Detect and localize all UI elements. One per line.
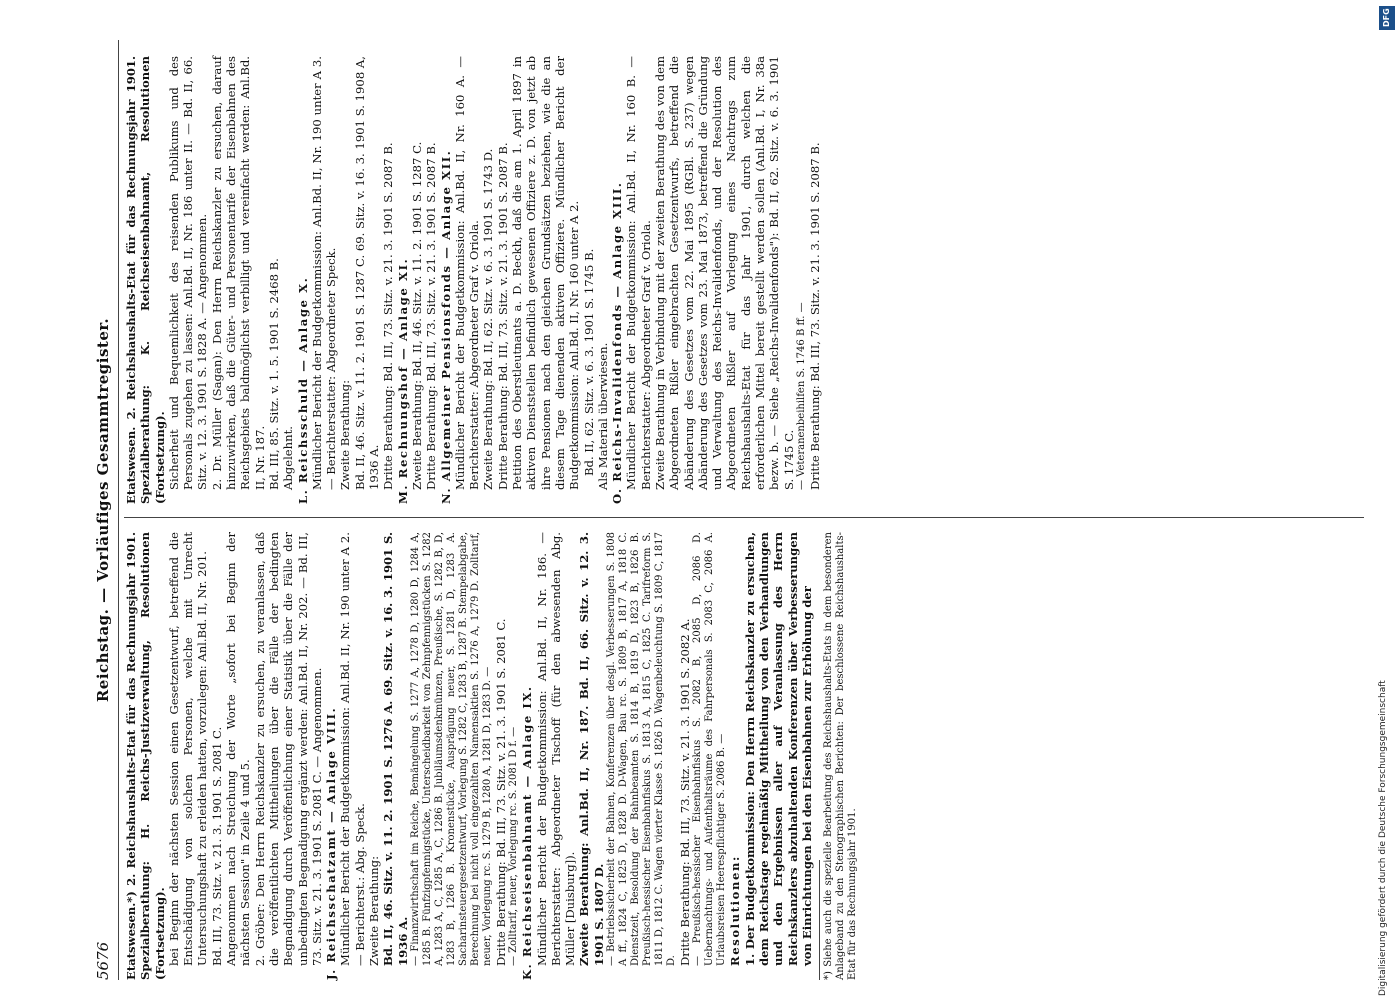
- register-entry: Petition des Oberstleutnants a. D. Beckh, daß die am 1. April 1897 in aktiven Dienststellen befindlich gewesenen Offiziere z. D. von jetzt ab ihre Pensionen nach den gleichen Grundsätzen beziehen, wie die an diesem Tage dienenden aktiven Offiziere. Mündlicher Bericht der Budgetkommission: Anl.Bd. II, Nr. 160 unter A 2.: [510, 56, 582, 490]
- digitization-credit: Digitalisierung gefördert durch die Deutsche Forschungsgemeinschaft: [1378, 680, 1388, 996]
- running-title: Reichstag. — Vorläufiges Gesammtregister.: [94, 317, 112, 703]
- register-entry: Zweite Berathung: Bd. II, 46. Sitz. v. 11. 2. 1901 S. 1287 C.: [409, 141, 424, 490]
- column-divider: [124, 517, 1364, 518]
- register-entry: Mündlicher Bericht der Budgetkommission: Anl.Bd. II, Nr. 186. — Berichterstatter: Abgeordneter Tischoff (für den abwesenden Abg. Müller [Duisburg]).: [534, 532, 578, 966]
- register-entry: Etatswesen. 2. Reichshaushalts-Etat für das Rechnungsjahr 1901. Spezialberathung: K. Reichseisenbahnamt, Resolutionen (Fortsetzung).: [124, 56, 167, 504]
- register-entry: Zweite Berathung:: [338, 380, 353, 490]
- register-entry: Abgelehnt.: [281, 426, 296, 490]
- document-page: [90, 40, 1370, 980]
- register-entry: Resolutionen:: [728, 855, 743, 966]
- register-entry: bei Beginn der nächsten Session einen Gesetzentwurf, betreffend die Entschädigung von solchen Personen, welche mit Unrecht Untersuchungshaft zu erleiden hatten, vorzulegen: Anl.Bd. II, Nr. 201.: [166, 532, 210, 966]
- register-entry: Zweite Berathung: Anl.Bd. II, Nr. 187. Bd. II, 66. Sitz. v. 12. 3. 1901 S. 1807 D.: [577, 532, 606, 966]
- register-entry: Dritte Berathung: Bd. III, 73. Sitz. v. 21. 3. 1901 S. 2087 B.: [495, 142, 510, 490]
- dfg-logo: DFG: [1379, 6, 1395, 30]
- header-rule: [118, 40, 119, 980]
- register-entry: Dritte Berathung: Bd. III, 73. Sitz. v. 21. 3. 1901 S. 2087 B.: [381, 142, 396, 490]
- register-entry: Dritte Berathung: Bd. III, 73. Sitz. v. 21. 3. 1901 S. 2081 C.: [493, 618, 508, 966]
- register-entry: Mündlicher Bericht der Budgetkommission: Anl.Bd. II, Nr. 160 A. — Berichterstatter: Abgeordneter Graf v. Oriola.: [452, 56, 482, 490]
- register-entry: N. Allgemeiner Pensionsfonds — Anlage XII.: [438, 149, 453, 504]
- register-entry: Mündlicher Bericht der Budgetkommission: Anl.Bd. II, Nr. 160 B. — Berichterstatter: Abgeordneter Graf v. Oriola.: [624, 56, 653, 490]
- register-entry: Zweite Berathung: Bd. II, 62. Sitz. v. 6. 3. 1901 S. 1743 D.: [481, 148, 496, 490]
- register-entry: — Zolltarif, neuer, Vorlegung rc. S. 2081 D f. —: [508, 726, 520, 966]
- register-entry: Dritte Berathung: Bd. III, 73. Sitz. v. 21. 3. 1901 S. 2087 B.: [424, 142, 439, 490]
- page-number: 5676: [94, 941, 112, 980]
- register-entry: — Veteranenbeihilfen S. 1746 B ff. —: [795, 302, 807, 490]
- register-entry: O. Reichs-Invalidenfonds — Anlage XIII.: [610, 181, 625, 504]
- register-entry: J. Reichsschatzamt — Anlage VIII.: [324, 706, 339, 980]
- register-entry: L. Reichsschuld — Anlage X.: [295, 276, 310, 504]
- register-entry: Bd. III, 85. Sitz. v. 1. 5. 1901 S. 2468 B.: [266, 258, 281, 490]
- register-entry: Bd. II, 46. Sitz. v. 11. 2. 1901 S. 1287 C. 69. Sitz. v. 16. 3. 1901 S. 1908 A, 1936 A.: [352, 56, 382, 490]
- register-entry: — Betriebssicherheit der Bahnen, Konferenzen über desgl. Verbesserungen S. 1808 A ff., 1824 C, 1825 D, 1828 D. D-Wagen, Bau rc. S. 1809 B, 1817 A, 1818 C. Dienstzeit, Besoldung der Bahnbeamten S. 1814 B, 1819 D, 1823 B, 1826 B. Preußisch-hessischer Eisenbahnfiskus S. 1813 A, 1815 C, 1825 C. Tarifreform S. 1811 D, 1812 C. Wagen vierter Klasse S. 1826 D. Wagenbeleuchtung S. 1809 C, 1817 D.: [606, 532, 678, 966]
- register-entry: Angenommen nach Streichung der Worte „sofort bei Beginn der nächsten Session" in Zeile 4 und 5.: [224, 532, 253, 966]
- right-column: [124, 56, 1370, 504]
- running-header: [90, 40, 116, 980]
- register-entry: K. Reichseisenbahnamt — Anlage IX.: [520, 685, 535, 980]
- register-entry: Bd. III, 73. Sitz. v. 21. 3. 1901 S. 2081 C.: [209, 726, 224, 966]
- register-entry: Mündlicher Bericht der Budgetkommission: Anl.Bd. II, Nr. 190 unter A 3. — Berichterstatter: Abgeordneter Speck.: [309, 56, 339, 490]
- register-entry: Mündlicher Bericht der Budgetkommission: Anl.Bd. II, Nr. 190 unter A 2. — Berichterst.: Abg. Speck.: [338, 532, 367, 966]
- left-column: [124, 532, 1370, 980]
- register-entry: Dritte Berathung: Bd. III, 73. Sitz. v. 21. 3. 1901 S. 2082 A.: [678, 618, 693, 966]
- register-entry: Als Material überwiesen.: [595, 342, 610, 490]
- register-entry: Bd. II, 62. Sitz. v. 6. 3. 1901 S. 1745 B.: [581, 248, 596, 476]
- footnote: *) Siehe auch die spezielle Bearbeitung des Reichshaushalts-Etats in dem besonderen Anlageband zu den Stenographischen Berichten: Der beschlossene Reichshaushalts-Etat für das Rechnungsjahr 1901.: [823, 532, 859, 980]
- register-entry: Zweite Berathung:: [367, 856, 382, 966]
- register-entry: 2. Gröber: Den Herrn Reichskanzler zu ersuchen, zu veranlassen, daß die veröffentlichten Mittheilungen über die Fälle der bedingten Begnadigung durch Veröffentlichung einer Statistik über die Fälle der unbedingten Begnadigung ergänzt werden: Anl.Bd. II, Nr. 202. — Bd. III, 73. Sitz. v. 21. 3. 1901 S. 2081 C. — Angenommen.: [252, 532, 324, 966]
- register-entry: Bd. II, 46. Sitz. v. 11. 2. 1901 S. 1276 A. 69. Sitz. v. 16. 3. 1901 S. 1936 A.: [381, 532, 410, 966]
- register-entry: — Preußisch-hessischer Eisenbahnfiskus S. 2082 B, 2085 D, 2086 D. Uebernachtungs- und Aufenthaltsräume des Fahrpersonals S. 2083 C, 2086 A. Urlaubsreisen Heerespflichtiger S. 2086 B. —: [692, 532, 728, 966]
- register-entry: Etatswesen.*) 2. Reichshaushalts-Etat für das Rechnungsjahr 1901. Spezialberathung: H. Reichs-Justizverwaltung, Resolutionen (Fortsetzung).: [124, 532, 167, 980]
- footnote-rule: [819, 860, 820, 980]
- register-entry: 1. Der Budgetkommission: Den Herrn Reichskanzler zu ersuchen, dem Reichstage regelmäßig Mittheilung von den Verhandlungen und den Ergebnissen aller auf Veranlassung des Herrn Reichskanzlers abzuhaltenden Konferenzen über Verbesserungen von Einrichtungen bei den Eisenbahnen zur Erhöhung der: [742, 532, 814, 966]
- register-entry: M. Rechnungshof — Anlage XI.: [395, 257, 410, 504]
- register-entry: Sicherheit und Bequemlichkeit des reisenden Publikums und des Personals zugehen zu lassen: Anl.Bd. II, Nr. 186 unter II. — Bd. II, 66. Sitz. v. 12. 3. 1901 S. 1828 A. — Angenommen.: [166, 56, 210, 490]
- register-entry: Zweite Berathung in Verbindung mit der zweiten Berathung des von dem Abgeordneten Rißler eingebrachten Gesetzentwurfs, betreffend die Abänderung des Gesetzes vom 22. Mai 1895 (RGBl. S. 237) wegen Abänderung des Gesetzes vom 23. Mai 1873, betreffend die Gründung und Verwaltung des Reichs-Invalidenfonds, und der Resolution des Abgeordneten Rißler auf Vorlegung eines Nachtrags zum Reichshaushalts-Etat für das Jahr 1901, durch welchen die erforderlichen Mittel bereit gestellt werden sollen (Anl.Bd. I, Nr. 38a bezw. b. — Siehe „Reichs-Invalidenfonds"): Bd. II, 62. Sitz. v. 6. 3. 1901 S. 1745 C.: [652, 56, 796, 490]
- register-entry: — Finanzwirthschaft im Reiche, Bemängelung S. 1277 A, 1278 D, 1280 D, 1284 A, 1285 B. Fünfzigpfennigstücke, Unterscheidbarkeit von Zehnpfennigstücken S. 1282 A, 1283 A, C, 1285 A, C, 1286 B. Jubiläumsdenkmünzen, Preußische, S. 1282 B, D, 1283 B, 1286 B. Kronenstücke, Ausprägung neuer, S. 1281 D, 1283 A. Sacharinsteuergesetzentwurf, Vorlegung S. 1282 C, 1283 B, 1287 B. Stempelabgabe, Berechnung bei nicht voll eingezahlten Namensaktien S. 1276 A, 1279 D. Zolltarif, neuer, Vorlegung rc. S. 1279 B, 1280 A, 1281 D, 1283 D. —: [409, 532, 493, 966]
- register-entry: Dritte Berathung: Bd. III, 73. Sitz. v. 21. 3. 1901 S. 2087 B.: [807, 142, 822, 490]
- register-entry: 2. Dr. Müller (Sagan): Den Herrn Reichskanzler zu ersuchen, darauf hinzuwirken, daß die Güter- und Personentarife der Eisenbahnen des Reichsgebiets baldmöglichst verbilligt und vereinfacht werden: Anl.Bd. II, Nr. 187.: [209, 56, 267, 490]
